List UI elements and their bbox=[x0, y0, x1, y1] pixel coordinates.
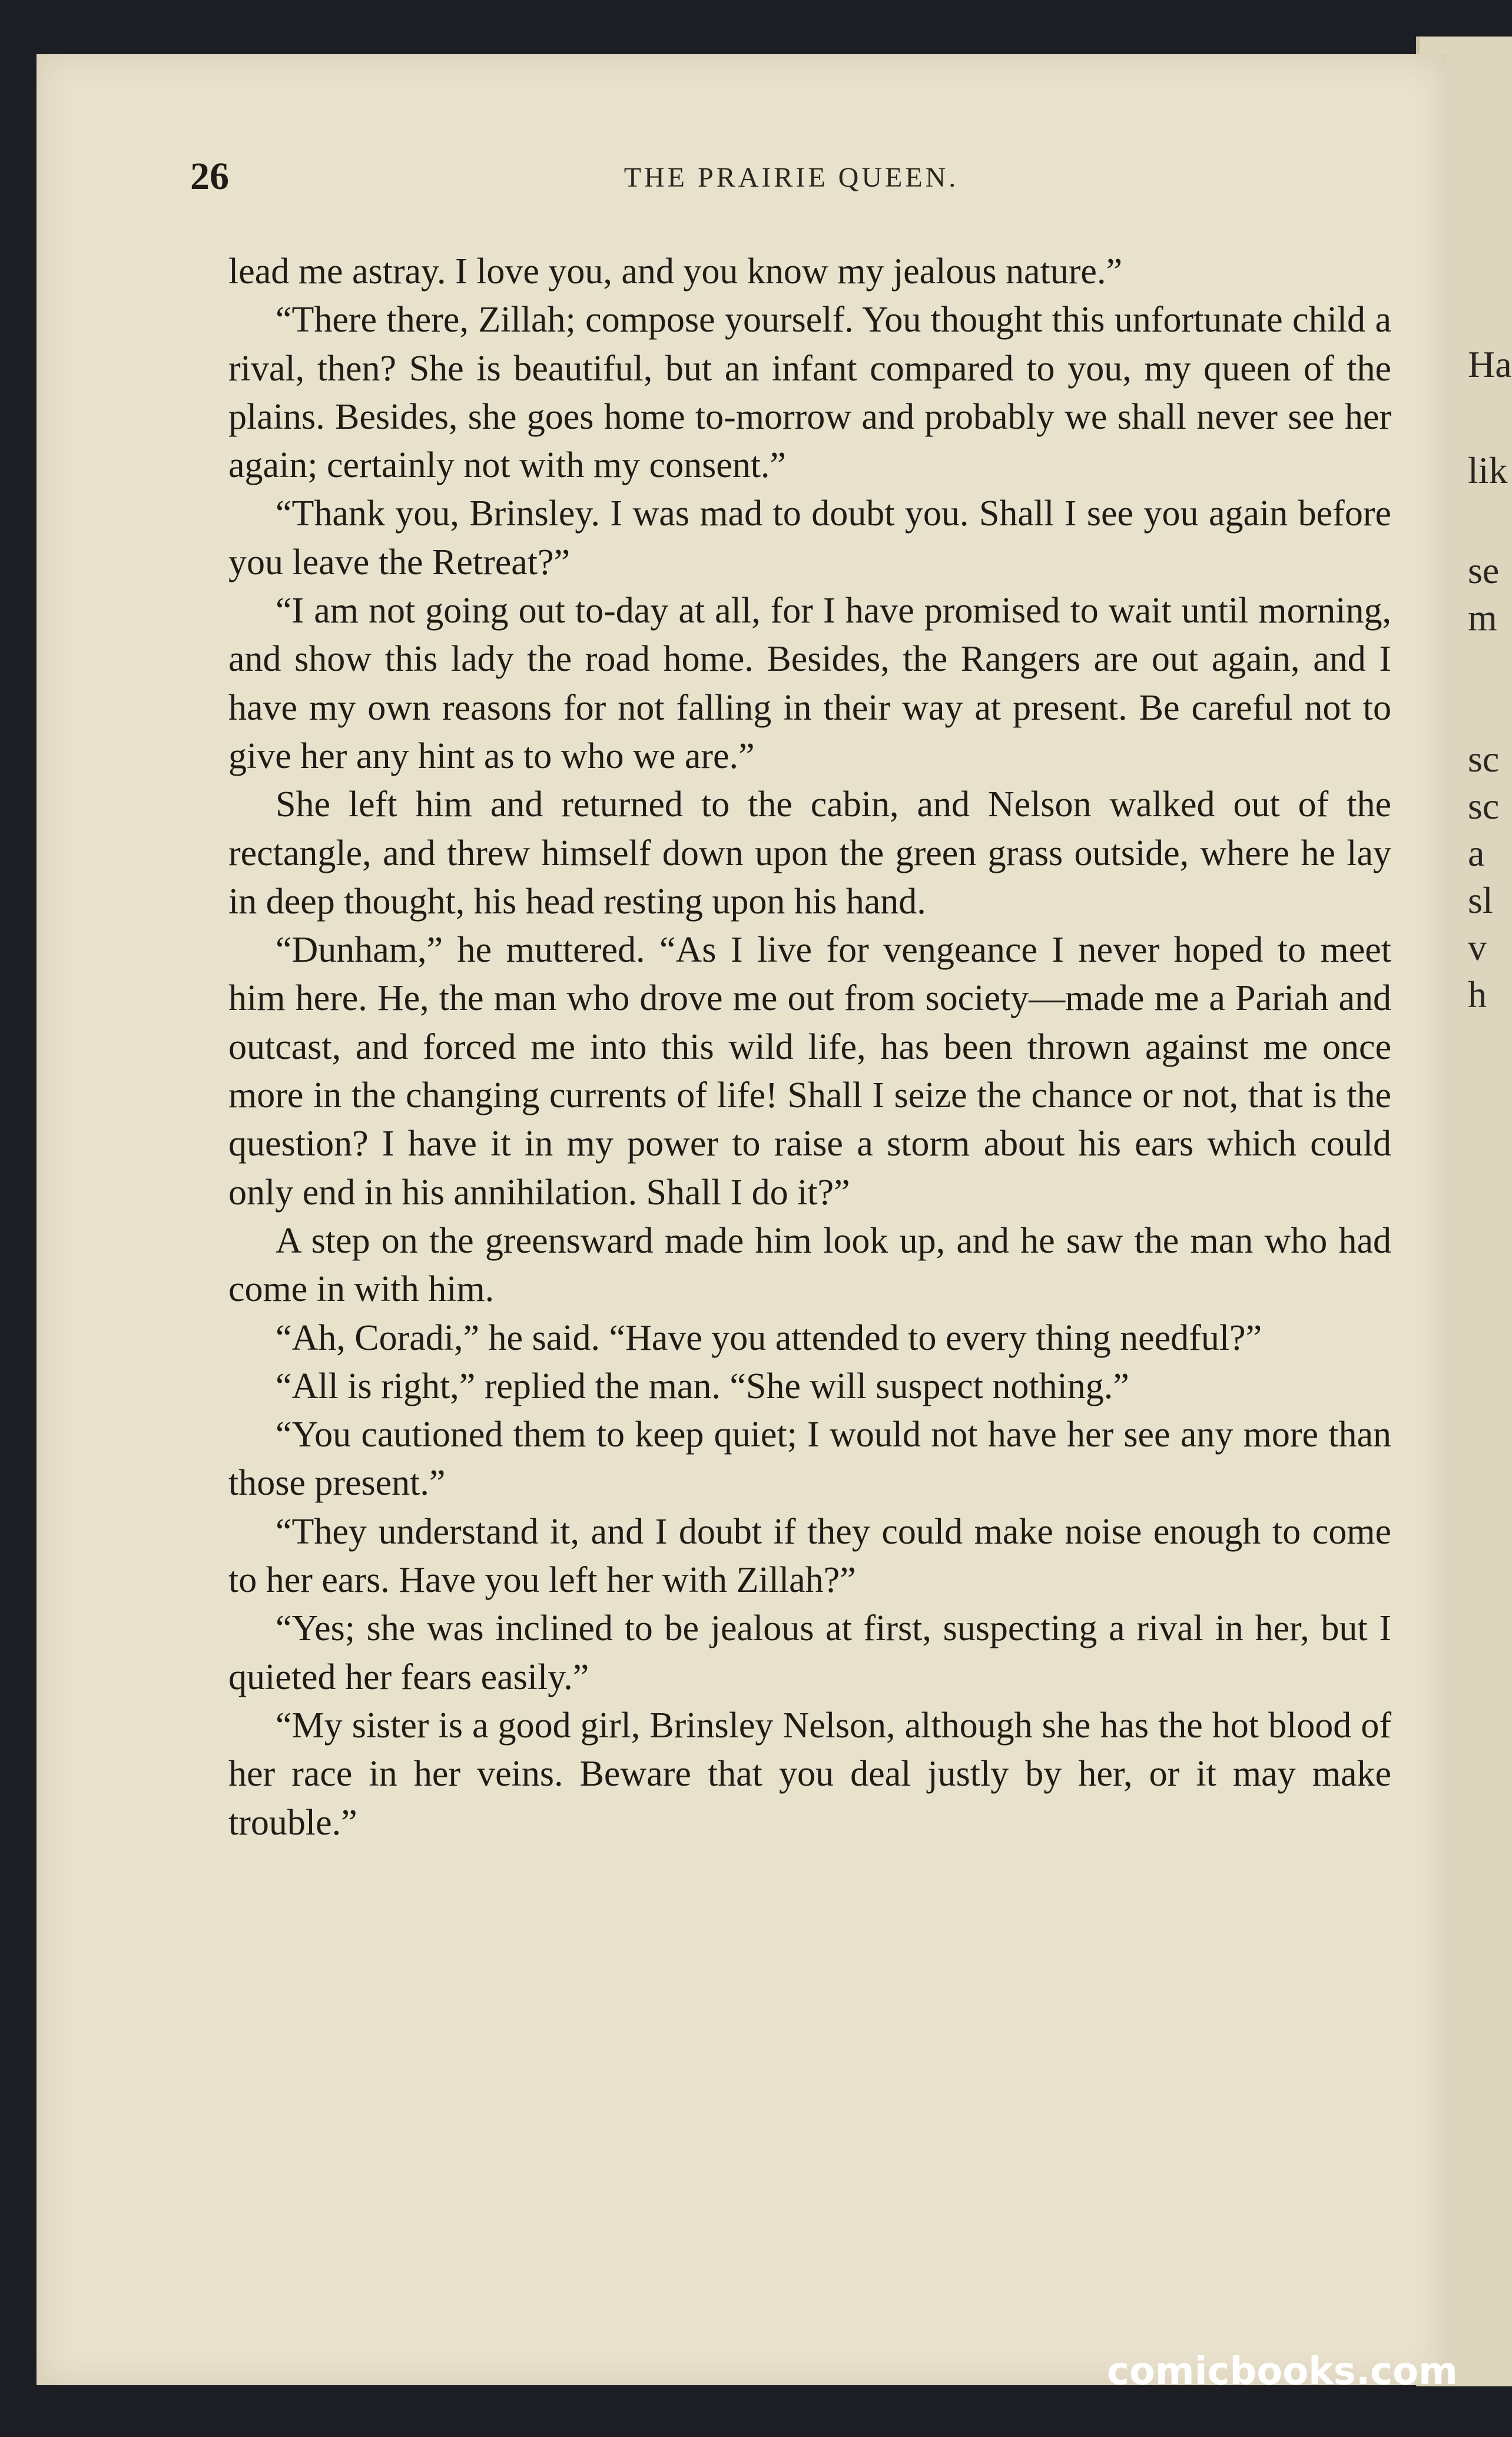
paragraph: “There there, Zillah; compose yourself. You thought this unfortunate child a rival, then? She is beautiful, but an infant compared to you, my queen of the plains. Besides, she goes home to-morrow and probably we shall never see her again; certainly not with my consent.” bbox=[228, 300, 1391, 486]
page-header bbox=[190, 154, 1392, 207]
paragraph: “Dunham,” he muttered. “As I live for vengeance I never hoped to meet him here. He, the man who drove me out from society—made me a Pariah and outcast, and forced me into this wild life, has been thrown against me once more in the changing currents of life! Shall I seize the chance or not, that is the question? I have it in my power to raise a storm about his ears which could only end in his annihilation. Shall I do it?” bbox=[228, 930, 1391, 1213]
paragraph: A step on the greensward made him look up, and he saw the man who had come in with him. bbox=[228, 1220, 1391, 1310]
adjacent-fragment: Ha bbox=[1468, 343, 1512, 385]
paragraph: “You cautioned them to keep quiet; I would not have her see any more than those present.” bbox=[228, 1415, 1391, 1504]
paragraph: lead me astray. I love you, and you know my jealous nature.” bbox=[228, 251, 1122, 292]
adjacent-fragment: sc bbox=[1468, 738, 1500, 780]
watermark: comicbooks.com bbox=[1107, 2350, 1458, 2393]
page-number: 26 bbox=[190, 155, 229, 198]
adjacent-fragment: a bbox=[1468, 832, 1485, 874]
paragraph: She left him and returned to the cabin, and Nelson walked out of the rectangle, and threw himself down upon the green grass outside, where he lay in deep thought, his head resting upon his hand. bbox=[228, 784, 1391, 922]
adjacent-fragment: h bbox=[1468, 974, 1487, 1015]
body-text bbox=[228, 247, 1391, 1847]
paragraph: “I am not going out to-day at all, for I have promised to wait until morning, and show this lady the road home. Besides, the Rangers are out again, and I have my own reasons for not falling in their way at present. Be careful not to give her any hint as to who we are.” bbox=[228, 591, 1391, 776]
paragraph: “My sister is a good girl, Brinsley Nelson, although she has the hot blood of her race in her veins. Beware that you deal justly by her, or it may make trouble.” bbox=[228, 1705, 1391, 1843]
adjacent-fragment: m bbox=[1468, 597, 1497, 638]
adjacent-fragment: sl bbox=[1468, 879, 1493, 921]
adjacent-fragment: lik bbox=[1468, 449, 1508, 491]
adjacent-fragment: sc bbox=[1468, 785, 1500, 827]
paragraph: “All is right,” replied the man. “She will suspect nothing.” bbox=[276, 1366, 1129, 1406]
paragraph: “They understand it, and I doubt if they could make noise enough to come to her ears. Have you left her with Zillah?” bbox=[228, 1511, 1391, 1601]
paragraph: “Thank you, Brinsley. I was mad to doubt you. Shall I see you again before you leave the Retreat?” bbox=[228, 494, 1391, 582]
adjacent-fragment: v bbox=[1468, 926, 1487, 968]
adjacent-fragment: se bbox=[1468, 549, 1500, 591]
running-title: THE PRAIRIE QUEEN. bbox=[624, 162, 959, 193]
paragraph: “Yes; she was inclined to be jealous at first, suspecting a rival in her, but I quieted her fears easily.” bbox=[228, 1608, 1391, 1697]
paragraph: “Ah, Coradi,” he said. “Have you attended to every thing needful?” bbox=[276, 1317, 1262, 1358]
